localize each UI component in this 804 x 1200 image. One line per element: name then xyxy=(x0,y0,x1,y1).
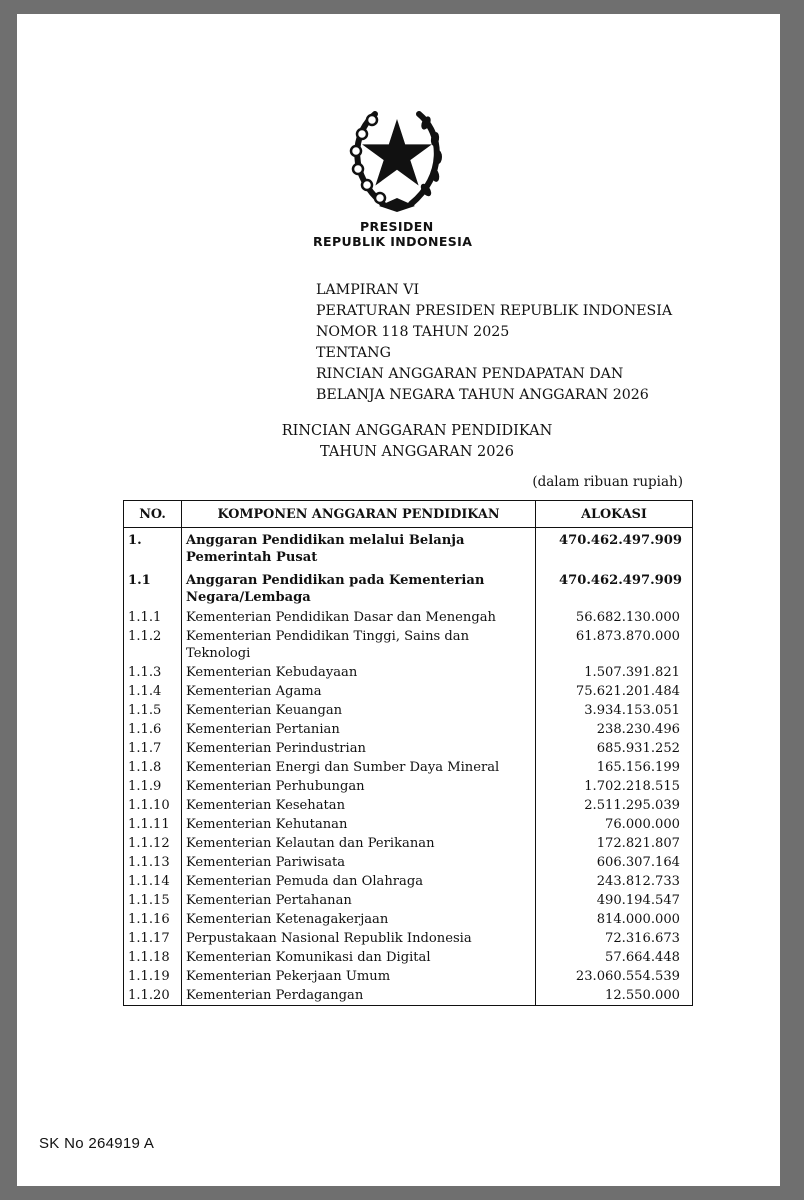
row-number: 1.1.3 xyxy=(124,663,182,682)
row-component: Kementerian Ketenagakerjaan xyxy=(182,910,536,929)
row-allocation: 470.462.497.909 xyxy=(536,568,693,608)
row-component: Kementerian Energi dan Sumber Daya Mineral xyxy=(182,758,536,777)
table-header-row xyxy=(124,501,693,528)
row-component: Kementerian Pendidikan Tinggi, Sains dan Teknologi xyxy=(182,627,536,663)
row-component: Kementerian Perindustrian xyxy=(182,739,536,758)
document-page xyxy=(17,14,780,1186)
table-row xyxy=(124,872,693,891)
table-row xyxy=(124,663,693,682)
row-allocation: 238.230.496 xyxy=(536,720,693,739)
row-number: 1.1.6 xyxy=(124,720,182,739)
row-number: 1.1.15 xyxy=(124,891,182,910)
row-allocation: 3.934.153.051 xyxy=(536,701,693,720)
row-allocation: 243.812.733 xyxy=(536,872,693,891)
row-allocation: 72.316.673 xyxy=(536,929,693,948)
table-row xyxy=(124,608,693,627)
row-number: 1.1.12 xyxy=(124,834,182,853)
row-allocation: 56.682.130.000 xyxy=(536,608,693,627)
letterhead-line-2: REPUBLIK INDONESIA xyxy=(313,234,473,249)
row-number: 1.1.2 xyxy=(124,627,182,663)
row-component: Kementerian Pemuda dan Olahraga xyxy=(182,872,536,891)
budget-table xyxy=(123,500,693,1006)
row-number: 1.1.14 xyxy=(124,872,182,891)
table-row xyxy=(124,568,693,608)
table-row xyxy=(124,627,693,663)
table-row xyxy=(124,967,693,986)
row-number: 1.1.13 xyxy=(124,853,182,872)
row-allocation: 165.156.199 xyxy=(536,758,693,777)
attachment-line: LAMPIRAN VI xyxy=(316,282,420,298)
row-number: 1.1.9 xyxy=(124,777,182,796)
title-line-1: RINCIAN ANGGARAN PENDIDIKAN xyxy=(281,423,553,439)
row-number: 1.1.18 xyxy=(124,948,182,967)
table-row xyxy=(124,948,693,967)
letterhead-line-1: PRESIDEN xyxy=(360,219,434,234)
row-number: 1.1 xyxy=(124,568,182,608)
row-number: 1.1.16 xyxy=(124,910,182,929)
row-allocation: 57.664.448 xyxy=(536,948,693,967)
row-component: Perpustakaan Nasional Republik Indonesia xyxy=(182,929,536,948)
row-number: 1. xyxy=(124,528,182,569)
row-allocation: 23.060.554.539 xyxy=(536,967,693,986)
row-allocation: 685.931.252 xyxy=(536,739,693,758)
table-row xyxy=(124,929,693,948)
row-number: 1.1.17 xyxy=(124,929,182,948)
row-allocation: 1.507.391.821 xyxy=(536,663,693,682)
attachment-line: PERATURAN PRESIDEN REPUBLIK INDONESIA xyxy=(316,303,673,319)
table-row xyxy=(124,758,693,777)
row-number: 1.1.7 xyxy=(124,739,182,758)
row-number: 1.1.5 xyxy=(124,701,182,720)
attachment-line: BELANJA NEGARA TAHUN ANGGARAN 2026 xyxy=(316,387,649,403)
row-allocation: 172.821.807 xyxy=(536,834,693,853)
row-allocation: 61.873.870.000 xyxy=(536,627,693,663)
attachment-reference xyxy=(316,280,736,406)
table-row xyxy=(124,891,693,910)
row-component: Kementerian Keuangan xyxy=(182,701,536,720)
table-row xyxy=(124,528,693,569)
serial-number: SK No 264919 A xyxy=(39,1135,155,1152)
row-allocation: 75.621.201.484 xyxy=(536,682,693,701)
row-component: Kementerian Agama xyxy=(182,682,536,701)
row-component: Kementerian Kehutanan xyxy=(182,815,536,834)
row-component: Kementerian Komunikasi dan Digital xyxy=(182,948,536,967)
row-allocation: 814.000.000 xyxy=(536,910,693,929)
row-component: Kementerian Perdagangan xyxy=(182,986,536,1006)
row-number: 1.1.1 xyxy=(124,608,182,627)
attachment-line: NOMOR 118 TAHUN 2025 xyxy=(316,324,510,340)
row-component: Kementerian Pariwisata xyxy=(182,853,536,872)
row-component: Kementerian Kesehatan xyxy=(182,796,536,815)
table-row xyxy=(124,682,693,701)
attachment-line: RINCIAN ANGGARAN PENDAPATAN DAN xyxy=(316,366,624,382)
document-title xyxy=(157,421,677,463)
letterhead xyxy=(313,219,513,249)
header-component: KOMPONEN ANGGARAN PENDIDIKAN xyxy=(182,501,536,528)
row-component: Kementerian Pertahanan xyxy=(182,891,536,910)
row-allocation: 606.307.164 xyxy=(536,853,693,872)
table-row xyxy=(124,777,693,796)
row-number: 1.1.19 xyxy=(124,967,182,986)
table-row xyxy=(124,701,693,720)
row-number: 1.1.10 xyxy=(124,796,182,815)
row-number: 1.1.20 xyxy=(124,986,182,1006)
header-no: NO. xyxy=(124,501,182,528)
row-number: 1.1.4 xyxy=(124,682,182,701)
row-number: 1.1.8 xyxy=(124,758,182,777)
table-row xyxy=(124,834,693,853)
table-row xyxy=(124,986,693,1006)
row-component: Anggaran Pendidikan melalui Belanja Pemerintah Pusat xyxy=(182,528,536,569)
row-component: Kementerian Pendidikan Dasar dan Menengah xyxy=(182,608,536,627)
header-allocation: ALOKASI xyxy=(536,501,693,528)
table-row xyxy=(124,720,693,739)
table-row xyxy=(124,796,693,815)
row-number: 1.1.11 xyxy=(124,815,182,834)
unit-note: (dalam ribuan rupiah) xyxy=(532,474,683,490)
row-component: Kementerian Perhubungan xyxy=(182,777,536,796)
row-allocation: 470.462.497.909 xyxy=(536,528,693,569)
row-allocation: 1.702.218.515 xyxy=(536,777,693,796)
row-component: Kementerian Pekerjaan Umum xyxy=(182,967,536,986)
row-allocation: 2.511.295.039 xyxy=(536,796,693,815)
row-component: Anggaran Pendidikan pada Kementerian Negara/Lembaga xyxy=(182,568,536,608)
table-row xyxy=(124,910,693,929)
row-component: Kementerian Pertanian xyxy=(182,720,536,739)
attachment-line: TENTANG xyxy=(316,345,391,361)
row-component: Kementerian Kelautan dan Perikanan xyxy=(182,834,536,853)
table-row xyxy=(124,815,693,834)
row-allocation: 76.000.000 xyxy=(536,815,693,834)
table-row xyxy=(124,853,693,872)
row-allocation: 12.550.000 xyxy=(536,986,693,1006)
row-allocation: 490.194.547 xyxy=(536,891,693,910)
row-component: Kementerian Kebudayaan xyxy=(182,663,536,682)
table-row xyxy=(124,739,693,758)
table-body xyxy=(124,528,693,1006)
title-line-2: TAHUN ANGGARAN 2026 xyxy=(320,444,514,460)
presidential-seal-icon xyxy=(345,106,449,216)
